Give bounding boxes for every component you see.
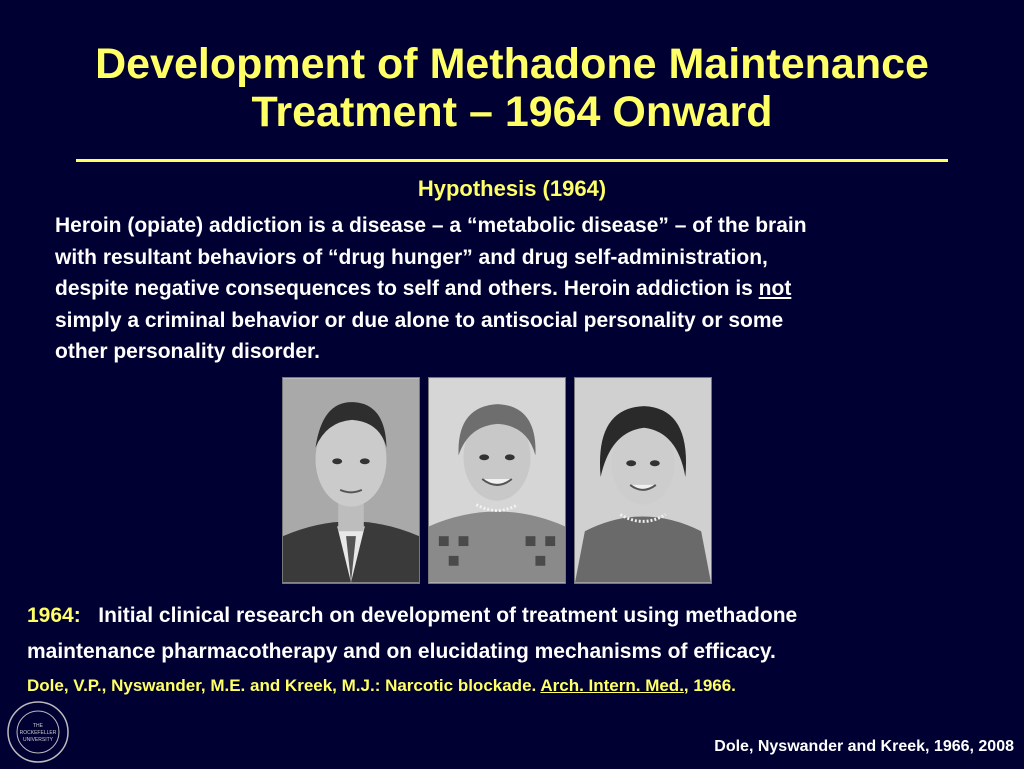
hypothesis-line-1: Heroin (opiate) addiction is a disease – a “metabolic disease” – of the brain [55,214,807,237]
portrait-woman-2-image [575,378,711,583]
citation-year: , 1966. [683,676,736,695]
title-line-1: Development of Methadone Maintenance [95,40,929,88]
portrait-photo-2 [428,377,566,584]
title-line-2: Treatment – 1964 Onward [251,88,773,136]
portrait-photo-1 [282,377,420,584]
hypothesis-line-2: with resultant behaviors of “drug hunger” and drug self-administration, [55,245,768,269]
portrait-photo-3 [574,377,712,584]
hypothesis-text [55,210,985,368]
emphasis-not: not [758,277,792,300]
seal-text-mid: ROCKEFELLER [19,730,57,736]
slide-title [0,40,1024,136]
hypothesis-line-4: simply a criminal behavior or due alone to antisocial personality or some [55,308,784,332]
citation-authors: Dole, V.P., Nyswander, M.E. and Kreek, M.J.: Narcotic blockade. [27,676,541,695]
title-divider [76,159,948,162]
research-line-2: maintenance pharmacotherapy and on elucidating mechanisms of efficacy. [27,640,776,663]
hypothesis-heading: Hypothesis (1964) [417,176,607,201]
hypothesis-line-3-text: despite negative consequences to self and others. Heroin addiction is [55,277,759,300]
seal-icon [6,700,70,764]
research-year: 1964: [27,604,81,627]
portrait-woman-1-image [429,378,565,583]
research-line-1 [27,598,1007,634]
research-line-1-text: Initial clinical research on development of treatment using methadone [98,604,798,627]
portrait-man-image [283,378,419,583]
hypothesis-line-5: other personality disorder. [55,340,320,363]
seal-text-bot: UNIVERSITY [22,737,54,743]
research-note [27,598,1007,670]
citation-journal: Arch. Intern. Med. [540,676,684,695]
footer-credit: Dole, Nyswander and Kreek, 1966, 2008 [714,738,1014,755]
hypothesis-line-3 [55,273,985,305]
seal-text-top: THE [33,723,43,729]
citation [27,676,1007,696]
rockefeller-university-seal [6,700,70,764]
